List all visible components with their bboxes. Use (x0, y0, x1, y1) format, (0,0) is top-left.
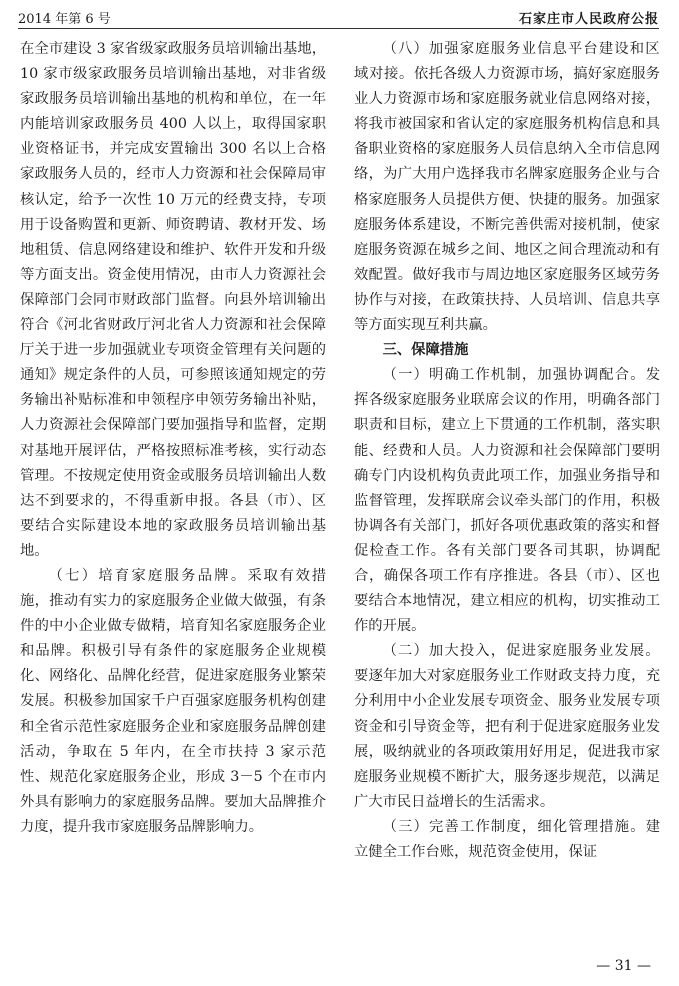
journal-title: 石家庄市人民政府公报 (518, 12, 659, 27)
section-8-body: 依托各级人力资源市场，搞好家庭服务业人力资源市场和家庭服务就业信息网络对接，将我市被国家和省认定的家庭服务机构信息和具备职业资格的家庭服务人员信息纳入全市信息网络，为广大用户选择我市名牌家庭服务企业与合格家庭服务人员提供方便、快捷的服务。加强家庭服务体系建设，不断完善供需对接机制，使家庭服务资源在城乡之间、地区之间合理流动和有效配置。做好我市与周边地区家庭服务区域劳务协作与对接，在政策扶持、人员培训、信息共享等方面实现互利共赢。 (354, 66, 661, 334)
page-number: — 31 — (596, 958, 651, 974)
left-column (20, 37, 326, 840)
page-header (18, 6, 659, 29)
measure-1-body: 发挥各级家庭服务业联席会议的作用，明确各部门职责和目标，建立上下贯通的工作机制，落实职能、经费和人员。人力资源和社会保障部门要明确专门内设机构负责此项工作，加强业务指导和监督管理，发挥联席会议牵头部门的作用，积极协调各有关部门，抓好各项优惠政策的落实和督促检查工作。各有关部门要各司其职，协调配合，确保各项工作有序推进。各县（市）、区也要结合本地情况，建立相应的机构，切实推动工作的开展。 (354, 367, 660, 635)
paragraph-measure-1 (354, 363, 660, 639)
measure-1-title: （一）明确工作机制，加强协调配合。 (382, 367, 646, 384)
measure-3-title: （三）完善工作制度，细化管理措施。 (382, 818, 646, 835)
paragraph-continued: 在全市建设 3 家省级家政服务员培训输出基地，10 家市级家政服务员培训输出基地，对非省级家政服务员培训输出基地的机构和单位，在一年内能培训家政服务员 400 人以上，取得国家职业资格证书，并完成安置输出 300 名以上合格家政服务人员的，经市人力资源和社会保障局审核认定，给予一次性 10 万元的经费支持，专项用于设备购置和更新、师资聘请、教材开发、场地租赁、信息网络建设和维护、软件开发和升级等方面支出。资金使用情况，由市人力资源社会保障部门会同市财政部门监督。向县外培训输出符合《河北省财政厅河北省人力资源和社会保障厅关于进一步加强就业专项资金管理有关问题的通知》规定条件的人员，可参照该通知规定的劳务输出补贴标准和申领程序申领劳务输出补贴，人力资源社会保障部门要加强指导和监督，定期对基地开展评估，严格按照标准考核，实行动态管理。不按规定使用资金或服务员培训输出人数达不到要求的，不得重新申报。各县（市）、区要结合实际建设本地的家政服务员培训输出基地。 (20, 41, 326, 559)
part-3-heading: 三、保障措施 (382, 342, 469, 359)
paragraph-section-7 (20, 564, 326, 840)
section-7-title: （七）培育家庭服务品牌。 (48, 567, 248, 584)
right-column (354, 37, 660, 865)
measure-2-body: 要逐年加大对家庭服务业工作财政支持力度，充分利用中小企业发展专项资金、服务业发展专项资金和引导资金等，把有利于促进家庭服务业发展，吸纳就业的各项政策用好用足，促进我市家庭服务业规模不断扩大，服务逐步规范，以满足广大市民日益增长的生活需求。 (354, 668, 660, 810)
paragraph-measure-2 (354, 639, 660, 815)
paragraph-measure-3 (354, 815, 660, 865)
paragraph-section-8 (354, 37, 660, 338)
measure-3-body: 建立健全工作台账，规范资金使用，保证 (354, 818, 660, 860)
issue-label: 2014 年第 6 号 (18, 12, 111, 27)
section-8-title: （八）加强家庭服务业信息平台建设和区域对接。 (354, 41, 660, 83)
section-7-body: 采取有效措施，推动有实力的家庭服务企业做大做强，有条件的中小企业做专做精，培育知名家庭服务企业和品牌。积极引导有条件的家庭服务企业规模化、网络化、品牌化经营，促进家庭服务业繁荣发展。积极参加国家千户百强家庭服务机构创建和全省示范性家庭服务企业和家庭服务品牌创建活动，争取在 5 年内，在全市扶持 3 家示范性、规范化家庭服务企业，形成 3－5 个在市内外具有影响力的家庭服务品牌。要加大品牌推介力度，提升我市家庭服务品牌影响力。 (20, 567, 327, 835)
measure-2-title: （二）加大投入，促进家庭服务业发展。 (382, 643, 660, 660)
